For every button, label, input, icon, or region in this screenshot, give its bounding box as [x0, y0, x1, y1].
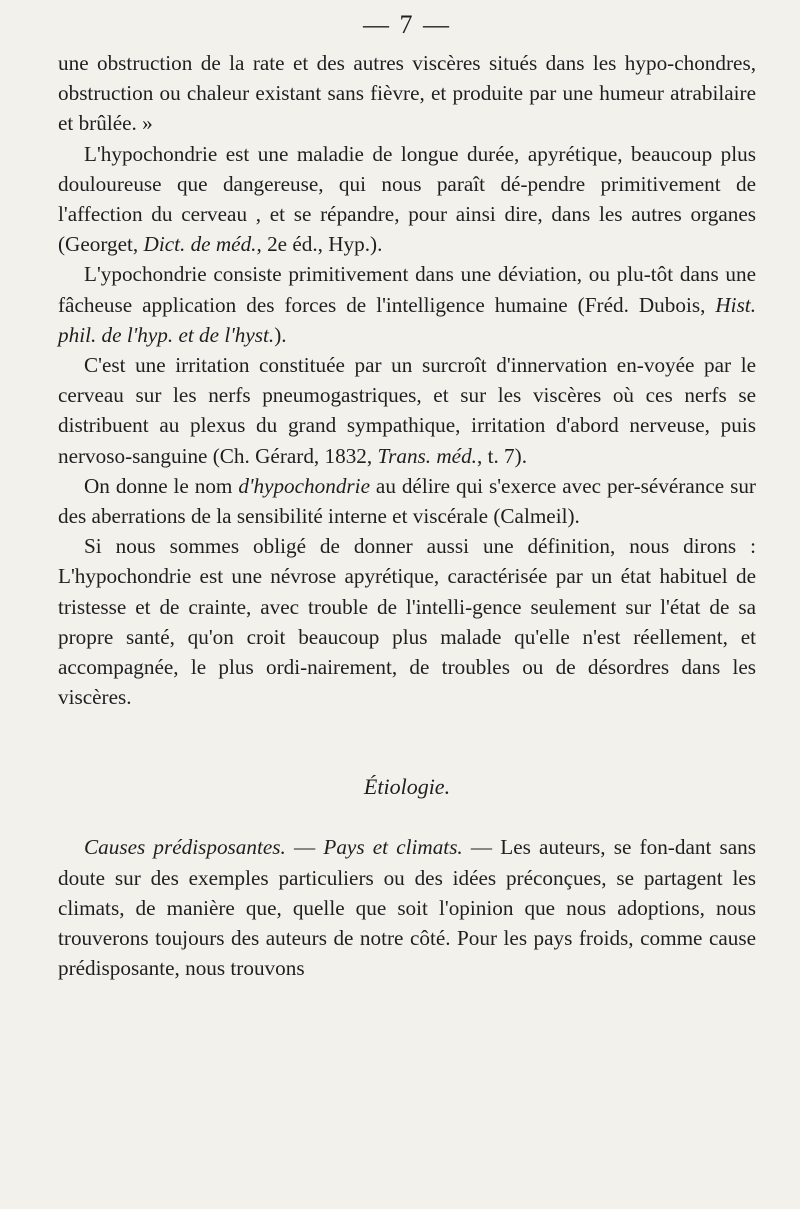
paragraph-p2 — [58, 139, 756, 260]
text-segment: au délire qui s'exerce avec per-sévérance sur des aberrations de la sensibilité interne et viscérale (Calmeil). — [58, 473, 756, 529]
text-segment: d'hypochondrie — [238, 473, 370, 498]
text-segment: Dict. de méd. — [143, 232, 257, 257]
body-text — [58, 48, 756, 712]
text-segment: — — [285, 835, 324, 860]
paragraph-p3 — [58, 259, 756, 350]
section-heading: Étiologie. — [363, 774, 451, 800]
text-segment: , t. 7). — [476, 443, 528, 468]
text-segment: — Les auteurs, se fon-dant sans doute sur des exemples particuliers ou des idées préconçues, se partagent les climats, de manière que, quelle que soit l'opinion que nous adoptions, nous trouverons toujours des auteurs de notre côté. Pour les pays froids, comme cause prédisposante, nous trouvons — [58, 835, 756, 981]
text-segment: une obstruction de la rate et des autres viscères situés dans les hypo-chondres, obstruction ou chaleur existant sans fièvre, et produite par une humeur atrabilaire et brûlée. » — [58, 51, 756, 136]
paragraph-p7 — [58, 832, 756, 983]
paragraph-p4 — [58, 350, 756, 471]
text-segment: C'est une irritation constituée par un surcroît d'innervation en-voyée par le cerveau sur les nerfs pneumogastriques, et sur les viscères où ces nerfs se distribuent au plexus du grand sympathique, irritation d'abord nerveuse, puis nervoso-sanguine (Ch. Gérard, 1832, — [58, 353, 756, 468]
section-body-text — [58, 832, 756, 983]
text-segment: ). — [274, 322, 287, 347]
paragraph-p5 — [58, 471, 756, 531]
text-segment: Causes prédisposantes. — [84, 835, 286, 860]
text-segment: Pays et climats. — [323, 835, 463, 860]
paragraph-p6 — [58, 531, 756, 712]
text-segment: Trans. méd. — [377, 443, 477, 468]
text-segment: , 2e éd., Hyp.). — [256, 232, 383, 257]
text-segment: Hist. phil. de l'hyp. et de l'hyst. — [58, 292, 756, 347]
paragraph-p1 — [58, 48, 756, 139]
page-number: — 7 — — [363, 10, 451, 39]
text-segment: L'hypochondrie est une maladie de longue durée, apyrétique, beaucoup plus douloureuse que dangereuse, qui nous paraît dé-pendre primitivement de l'affection du cerveau , et se répandre, pour ainsi dire, dans les autres organes (Georget, — [58, 141, 756, 257]
text-segment: L'ypochondrie consiste primitivement dans une déviation, ou plu-tôt dans une fâcheuse application des forces de l'intelligence humaine (Fréd. Dubois, — [58, 262, 756, 317]
text-segment: On donne le nom — [84, 473, 239, 498]
text-segment: Si nous sommes obligé de donner aussi une définition, nous dirons : L'hypochondrie est une névrose apyrétique, caractérisée par un état habituel de tristesse et de crainte, avec trouble de l'intelli-gence seulement sur l'état de sa propre santé, qu'on croit beaucoup plus malade qu'elle n'est réellement, et accompagnée, le plus ordi-nairement, de troubles ou de désordres dans les viscères. — [58, 534, 756, 710]
